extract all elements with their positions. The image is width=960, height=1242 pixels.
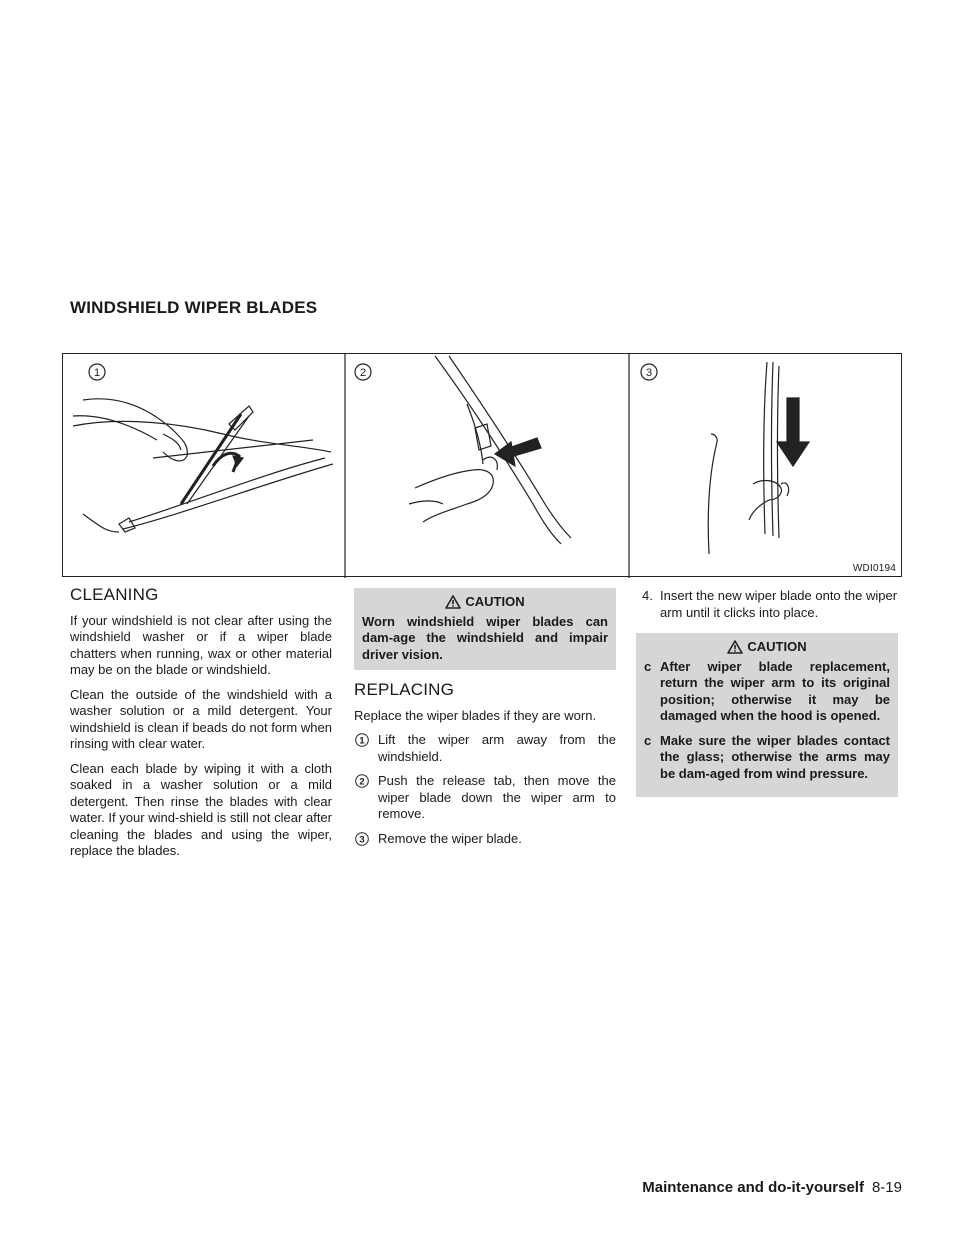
column-1: [70, 585, 332, 868]
column-2: [354, 588, 616, 855]
cleaning-paragraph: If your windshield is not clear after using the windshield washer or if a wiper blade chatters when running, wax or other material may be on the blade or windshield.: [70, 612, 332, 677]
cleaning-paragraph: Clean the outside of the windshield with a washer solution or a mild detergent. Your windshield is clean if beads do not form when rinsing with clear water.: [70, 686, 332, 751]
svg-text:1: 1: [359, 735, 365, 747]
bullet-icon: c: [644, 658, 652, 674]
step-3-badge: [354, 832, 370, 846]
caution-icon: [727, 640, 743, 654]
replacing-step-2: 2 Push the release tab, then move the wiper blade down the wiper arm to remove.: [354, 773, 616, 823]
caution-bullet: c After wiper blade replacement, return the wiper arm to its original position; otherwise it may be damaged when the hood is opened.: [644, 658, 890, 723]
replacing-step-4: 4. Insert the new wiper blade onto the wiper arm until it clicks into place.: [642, 588, 898, 620]
section-title: WINDSHIELD WIPER BLADES: [70, 298, 318, 317]
panel-1-badge: [87, 362, 107, 382]
panel-3-badge: [639, 362, 659, 382]
caution-icon: [445, 595, 461, 609]
svg-text:2: 2: [359, 776, 365, 788]
bullet-icon: c: [644, 732, 652, 748]
wiper-illustration-drawing: [63, 354, 903, 578]
caution-title: CAUTION: [362, 594, 608, 611]
svg-text:3: 3: [645, 367, 653, 379]
svg-text:2: 2: [359, 367, 367, 379]
caution-bullet: c Make sure the wiper blades contact the glass; otherwise the arms may be dam-aged from wind pressure.: [644, 732, 890, 781]
column-3: [636, 588, 898, 810]
panel-3-drawing: [708, 362, 809, 554]
wiper-illustration: [62, 353, 902, 577]
caution-title: CAUTION: [644, 639, 890, 656]
step-1-badge: [354, 733, 370, 747]
figure-code: WDI0194: [852, 563, 896, 574]
replacing-step-3: 3 Remove the wiper blade.: [354, 831, 616, 848]
svg-text:3: 3: [359, 834, 365, 845]
panel-1-drawing: [73, 399, 333, 532]
panel-2-drawing: [409, 356, 571, 544]
cleaning-paragraph: Clean each blade by wiping it with a cloth soaked in a washer solution or a mild detergent. Then rinse the blades with clear water. If your wind-shield is still not clear after cleaning the blades and using the wiper, replace the blades.: [70, 760, 332, 858]
replacing-intro: Replace the wiper blades if they are worn.: [354, 707, 597, 723]
page-number: 8-19: [871, 1179, 902, 1196]
panel-2-badge: [353, 362, 373, 382]
caution-text: Worn windshield wiper blades can dam-age the windshield and impair driver vision.: [362, 613, 608, 662]
caution-box-worn-blades: [354, 588, 616, 670]
replacing-heading: REPLACING: [354, 680, 455, 699]
footer-section-name: Maintenance and do-it-yourself: [642, 1179, 864, 1196]
page-footer: [642, 1179, 902, 1196]
caution-box-replacement: [636, 633, 898, 797]
svg-text:1: 1: [93, 367, 101, 379]
step-2-badge: [354, 774, 370, 788]
cleaning-heading: CLEANING: [70, 585, 159, 604]
replacing-step-1: 1 Lift the wiper arm away from the windshield.: [354, 732, 616, 765]
